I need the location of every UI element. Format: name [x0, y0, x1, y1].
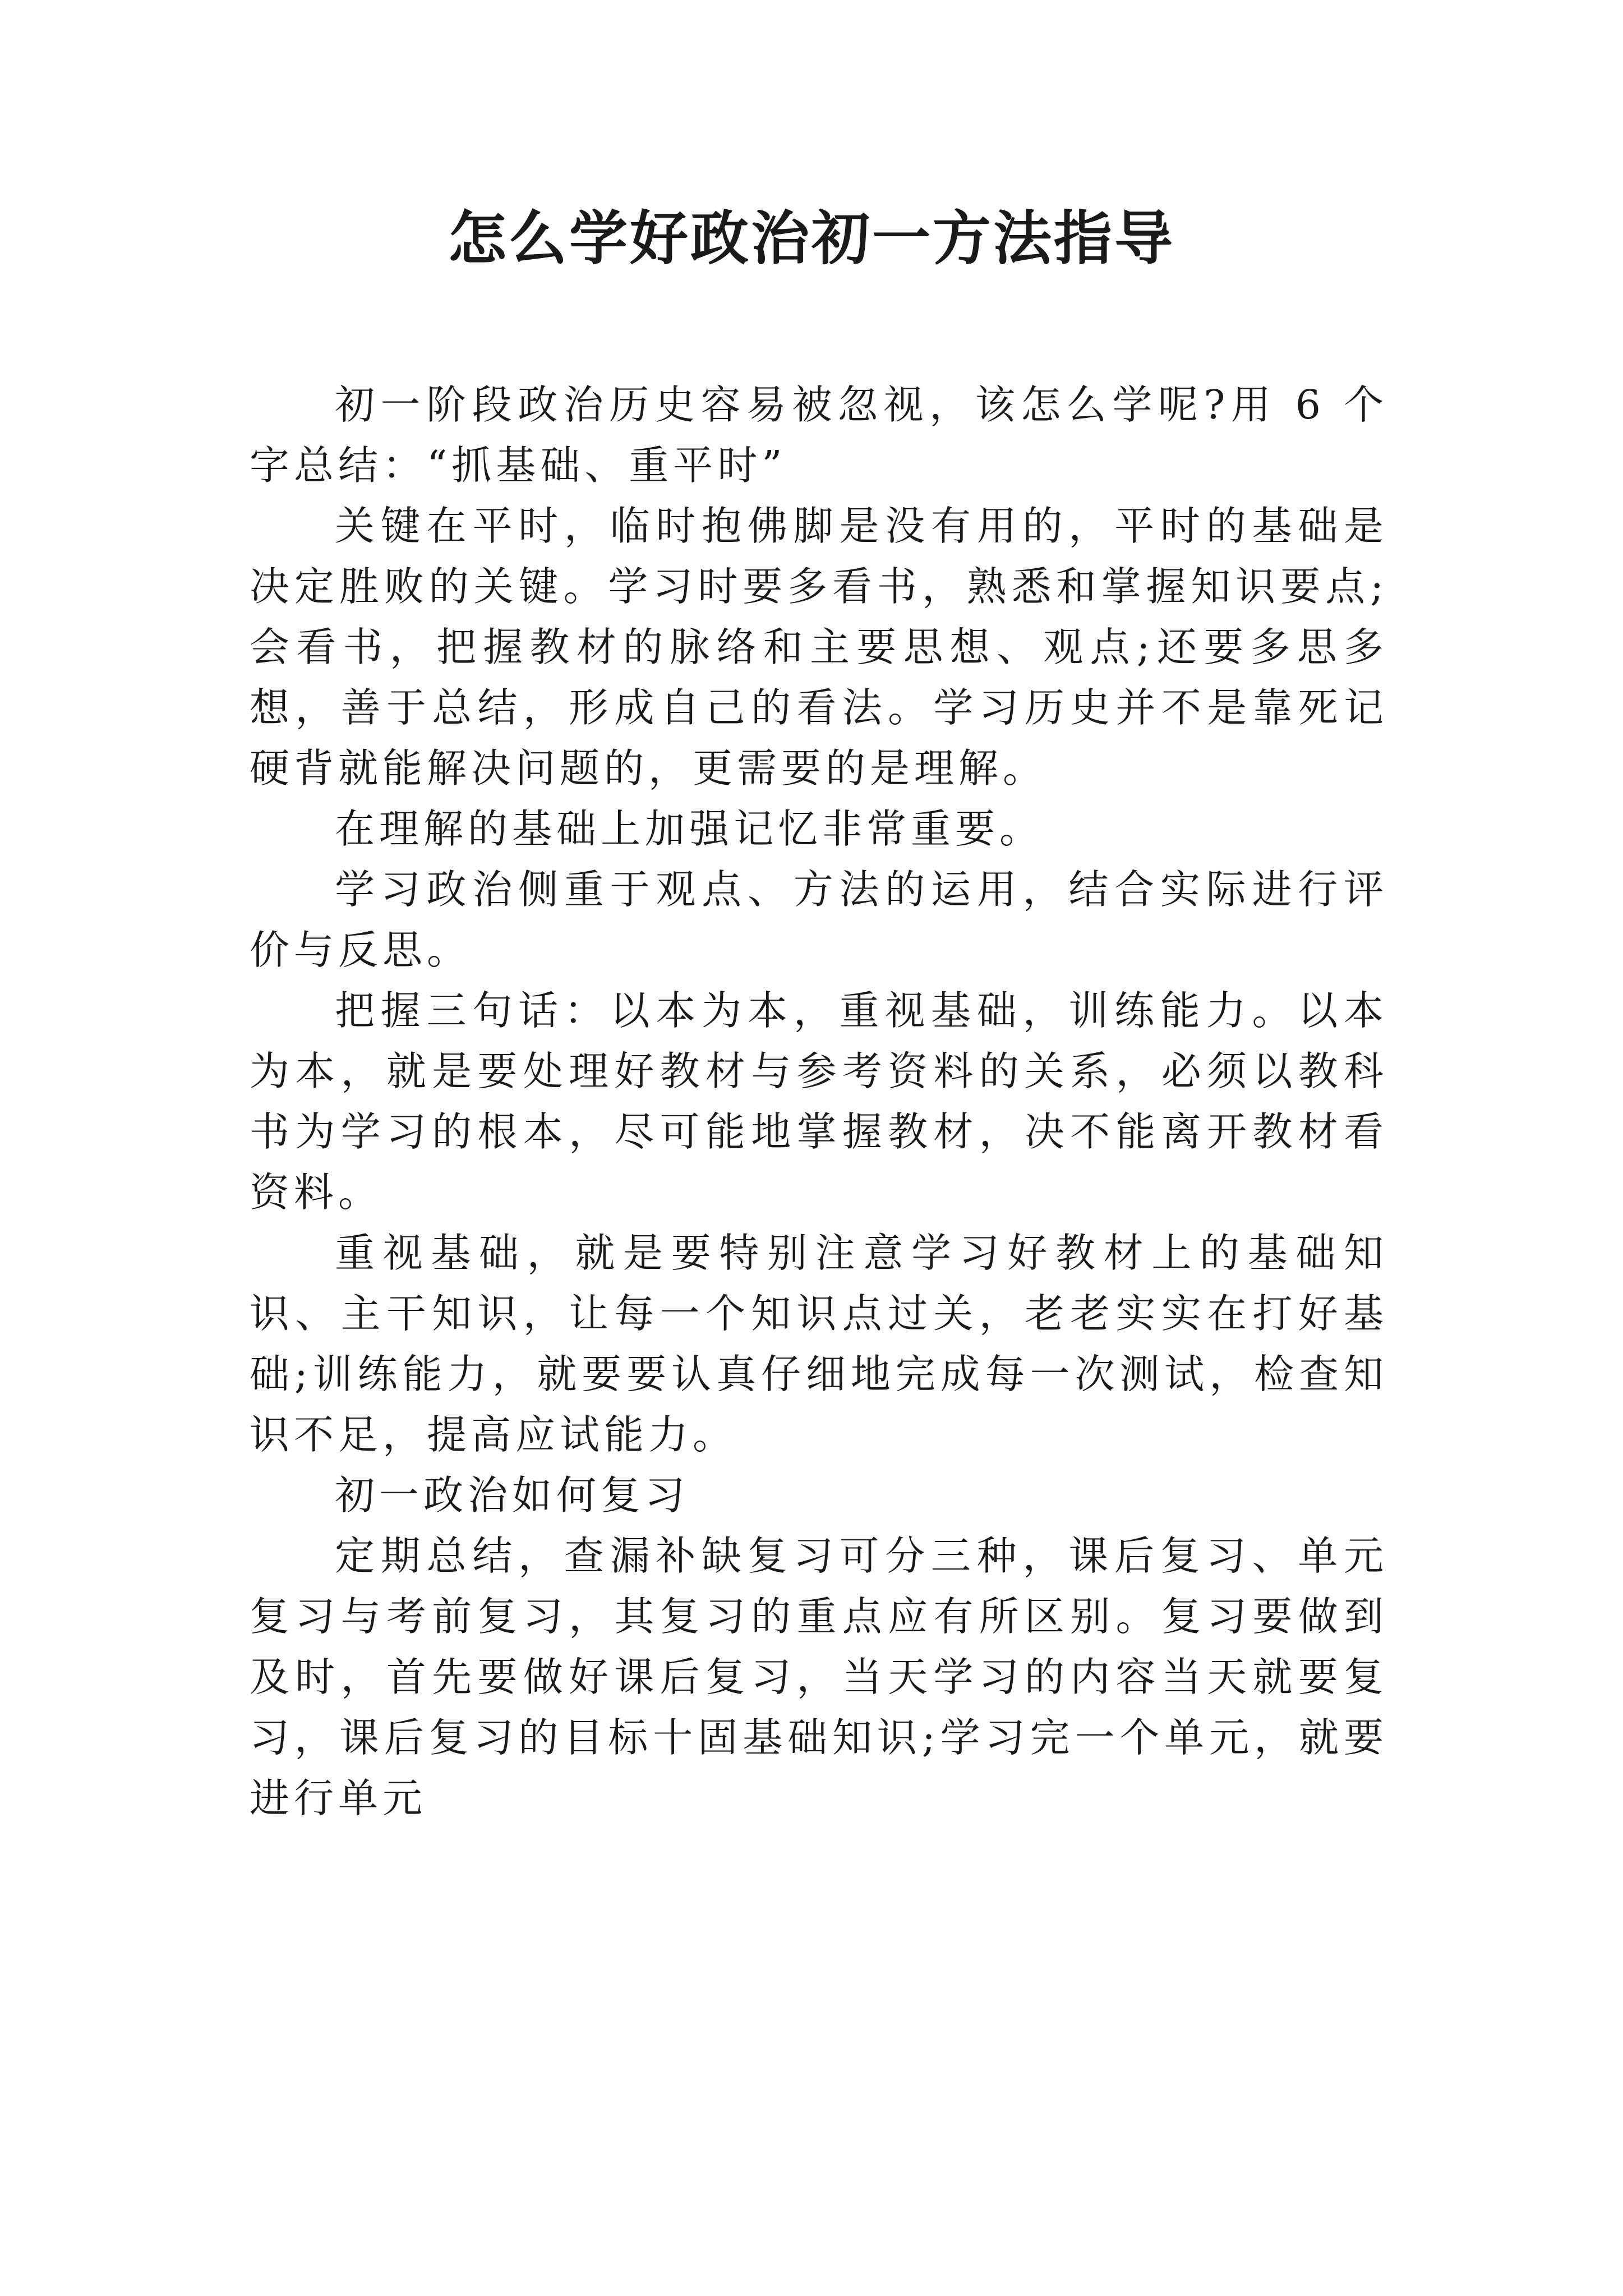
body-paragraph: 关键在平时，临时抱佛脚是没有用的，平时的基础是决定胜败的关键。学习时要多看书，熟悉和掌握知识要点;会看书，把握教材的脉络和主要思想、观点;还要多思多想，善于总结，形成自己的看法。学习历史并不是靠死记硬背就能解决问题的，更需要的是理解。	[250, 503, 1388, 792]
body-paragraph: 重视基础，就是要特别注意学习好教材上的基础知识、主干知识，让每一个知识点过关，老老实实在打好基础;训练能力，就要要认真仔细地完成每一次测试，检查知识不足，提高应试能力。	[250, 1230, 1388, 1458]
section-heading: 初一政治如何复习	[335, 1472, 690, 1519]
body-paragraph: 把握三句话：以本为本，重视基础，训练能力。以本为本，就是要处理好教材与参考资料的关系，必须以教科书为学习的根本，尽可能地掌握教材，决不能离开教材看资料。	[250, 987, 1388, 1216]
body-paragraph: 定期总结，查漏补缺复习可分三种，课后复习、单元复习与考前复习，其复习的重点应有所区别。复习要做到及时，首先要做好课后复习，当天学习的内容当天就要复习，课后复习的目标十固基础知识;学习完一个单元，就要进行单元	[250, 1533, 1388, 1821]
body-paragraph: 初一阶段政治历史容易被忽视，该怎么学呢?用 6 个字总结：“抓基础、重平时”	[250, 381, 1388, 489]
document-body	[250, 375, 1388, 1829]
body-paragraph: 在理解的基础上加强记忆非常重要。	[335, 806, 1044, 852]
body-paragraph: 学习政治侧重于观点、方法的运用，结合实际进行评价与反思。	[250, 866, 1388, 973]
document-title: 怎么学好政治初一方法指导	[448, 204, 1175, 273]
